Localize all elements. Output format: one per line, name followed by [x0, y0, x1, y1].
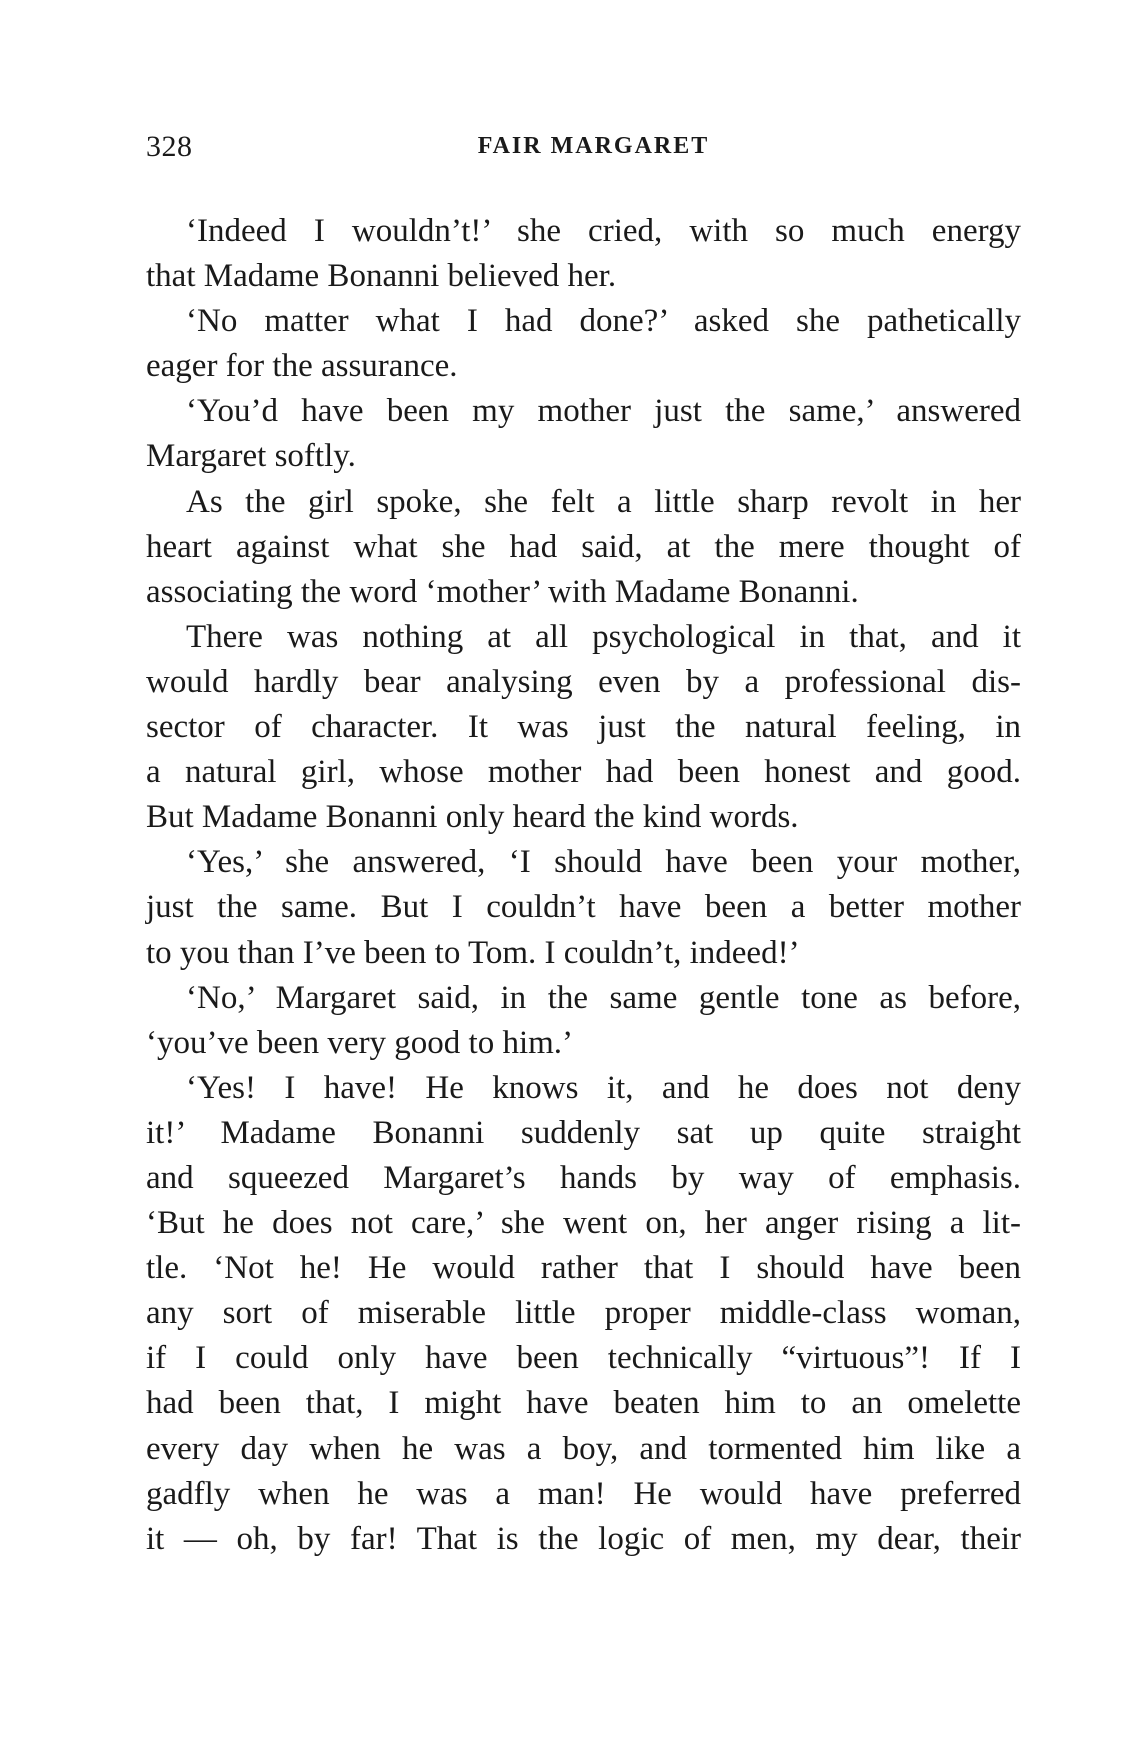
running-title: FAIR MARGARET	[477, 133, 710, 159]
text-line: would hardly bear analysing even by a professional dis-	[146, 663, 1021, 700]
text-line: if I could only have been technically “virtuous”! If I	[146, 1340, 1021, 1377]
body-text	[146, 209, 1021, 1562]
text-line: just the same. But I couldn’t have been a better mother	[146, 889, 1021, 926]
text-line: associating the word ‘mother’ with Madame Bonanni.	[146, 573, 859, 610]
running-head	[146, 130, 1021, 170]
text-line: heart against what she had said, at the mere thought of	[146, 528, 1021, 565]
text-line: There was nothing at all psychological in that, and it	[186, 618, 1021, 655]
text-line: As the girl spoke, she felt a little sharp revolt in her	[186, 483, 1021, 520]
text-line: and squeezed Margaret’s hands by way of emphasis.	[146, 1159, 1021, 1196]
text-line: ‘No,’ Margaret said, in the same gentle tone as before,	[186, 979, 1021, 1016]
text-line: But Madame Bonanni only heard the kind words.	[146, 799, 799, 836]
page-number: 328	[146, 130, 193, 163]
text-line: every day when he was a boy, and tormented him like a	[146, 1430, 1021, 1467]
text-line: eager for the assurance.	[146, 348, 458, 385]
text-line: ‘You’d have been my mother just the same,’ answered	[186, 393, 1021, 430]
text-line: a natural girl, whose mother had been honest and good.	[146, 754, 1021, 791]
text-line: any sort of miserable little proper middle-class woman,	[146, 1295, 1021, 1332]
text-line: ‘No matter what I had done?’ asked she pathetically	[186, 303, 1021, 340]
text-line: had been that, I might have beaten him to an omelette	[146, 1385, 1021, 1422]
text-line: gadfly when he was a man! He would have preferred	[146, 1475, 1021, 1512]
text-line: ‘But he does not care,’ she went on, her anger rising a lit-	[146, 1205, 1021, 1242]
text-line: sector of character. It was just the natural feeling, in	[146, 709, 1021, 746]
text-line: it!’ Madame Bonanni suddenly sat up quite straight	[146, 1114, 1021, 1151]
text-line: ‘you’ve been very good to him.’	[146, 1024, 574, 1061]
text-line: ‘Yes,’ she answered, ‘I should have been your mother,	[186, 844, 1021, 881]
text-line: ‘Indeed I wouldn’t!’ she cried, with so much energy	[186, 213, 1021, 249]
text-line: it — oh, by far! That is the logic of men, my dear, their	[146, 1520, 1021, 1557]
text-line: Margaret softly.	[146, 438, 356, 475]
text-line: that Madame Bonanni believed her.	[146, 258, 617, 295]
text-line: tle. ‘Not he! He would rather that I should have been	[146, 1250, 1021, 1287]
text-line: to you than I’ve been to Tom. I couldn’t, indeed!’	[146, 934, 800, 971]
text-line: ‘Yes! I have! He knows it, and he does not deny	[186, 1069, 1021, 1106]
